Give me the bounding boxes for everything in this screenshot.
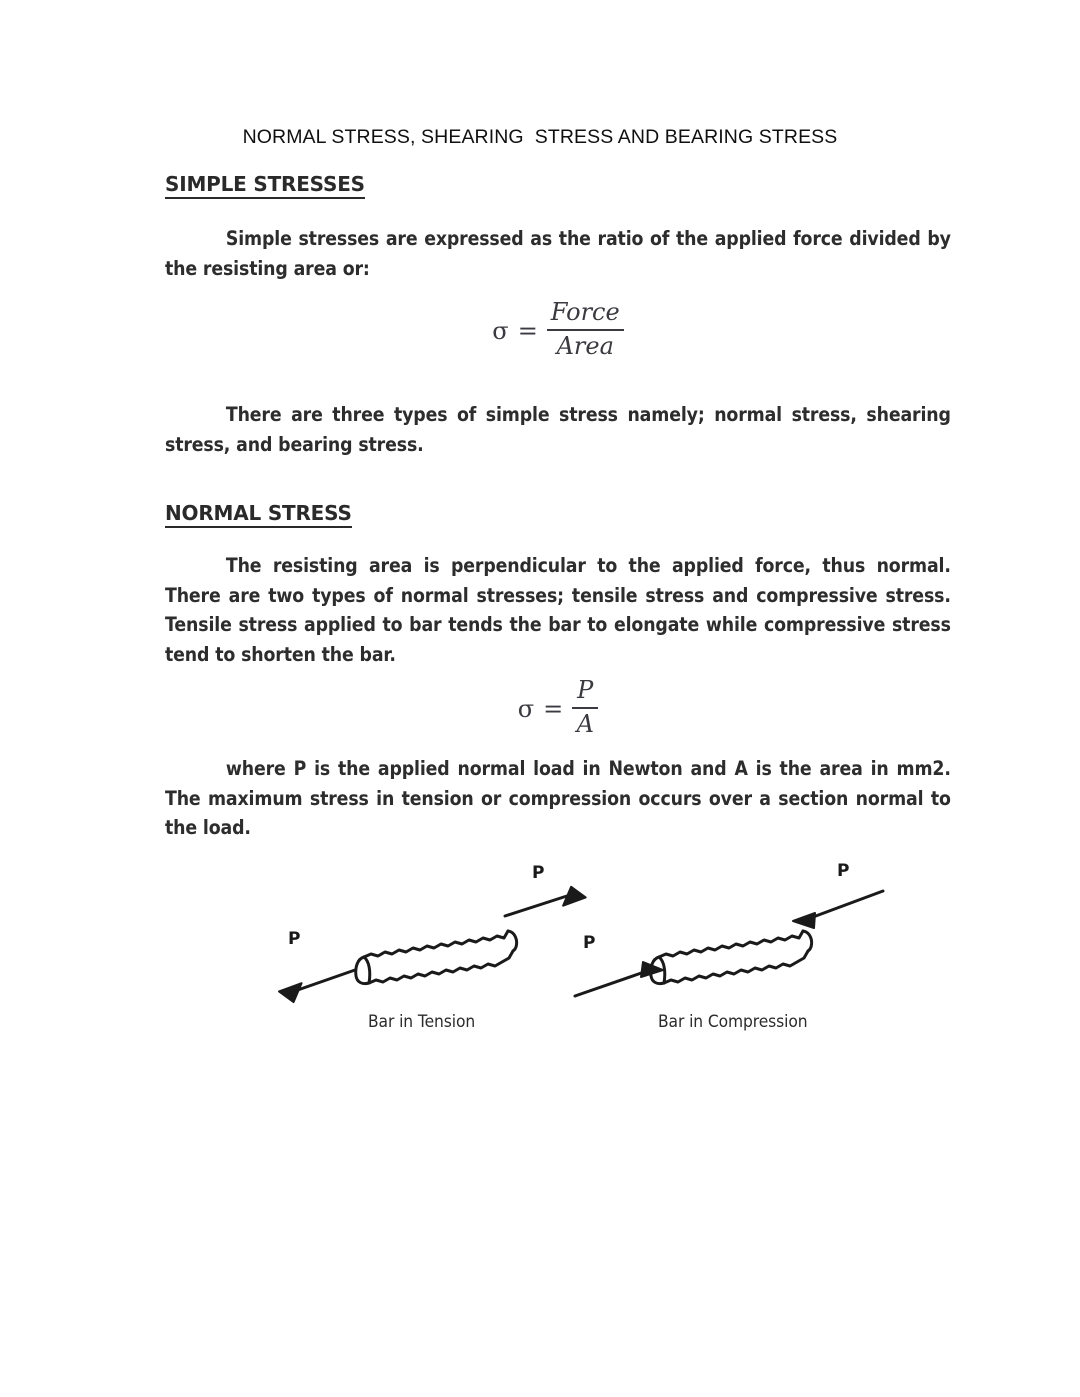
page-title: NORMAL STRESS, SHEARING STRESS AND BEARING STRESS [242, 126, 838, 148]
tension-right-arrow-shaft [505, 895, 570, 916]
compression-bar-bottom-edge [664, 951, 808, 983]
tension-load-label-left: P [288, 929, 301, 949]
heading-normal-stress: NORMAL STRESS [165, 502, 352, 528]
bold-symbol-p: P [293, 757, 307, 780]
figure-captions [270, 1012, 930, 1038]
paragraph-text-part-3: is the area in mm2. The maximum stress in tension or compression occurs over a section normal to the load. [165, 757, 951, 839]
tension-left-arrow-shaft [292, 970, 355, 992]
compression-bar-top-edge [659, 931, 803, 957]
sigma-symbol: σ [492, 316, 509, 345]
caption-bar-in-compression: Bar in Compression [658, 1012, 808, 1031]
compression-right-arrow-shaft [805, 891, 883, 920]
formula-sigma-force-area [165, 300, 951, 359]
tension-bar-bottom-edge [369, 951, 513, 983]
tension-bar-top-edge [364, 931, 508, 957]
fraction-denominator: Area [556, 331, 614, 360]
paragraph-text: The resisting area is perpendicular to the applied force, thus normal. There are two types of normal stresses; tensile stress and compressive stress. Tensile stress applied to bar tends the bar to elongate while compressive stress tend to shorten the bar. [165, 554, 951, 666]
equals-sign: = [543, 694, 564, 723]
bar-in-tension-diagram [270, 858, 600, 1018]
section-simple-stresses [165, 173, 951, 199]
tension-bar-left-cap-inner [364, 957, 370, 983]
paragraph-normal-stress-body [165, 551, 951, 669]
paragraph-text-part-2: is the applied normal load in Newton and [306, 757, 735, 780]
tension-left-arrowhead [279, 983, 307, 1005]
fraction-bar [547, 329, 624, 331]
compression-right-arrowhead [793, 913, 815, 928]
tension-load-label-right: P [532, 863, 545, 883]
fraction-p-over-a [572, 678, 598, 737]
heading-simple-stresses: SIMPLE STRESSES [165, 173, 365, 199]
bar-in-compression-diagram [565, 858, 895, 1018]
compression-load-label-left: P [583, 933, 596, 953]
paragraph-three-types [165, 400, 951, 459]
paragraph-text: Simple stresses are expressed as the ratio of the applied force divided by the resisting area or: [165, 227, 951, 280]
section-normal-stress [165, 502, 951, 528]
paragraph-simple-stresses-intro [165, 224, 951, 283]
fraction-denominator: A [576, 709, 594, 738]
fraction-force-over-area [547, 300, 624, 359]
fraction-numerator: Force [550, 298, 620, 326]
caption-bar-in-tension: Bar in Tension [368, 1012, 476, 1031]
paragraph-text-part-1: where [225, 757, 294, 780]
equals-sign: = [517, 316, 538, 345]
compression-load-label-right: P [837, 861, 850, 881]
fraction-bar [572, 707, 598, 709]
fraction-numerator: P [577, 676, 594, 704]
sigma-symbol: σ [517, 694, 535, 723]
compression-bar-right-cap [803, 931, 812, 951]
formula-sigma-p-over-a [165, 678, 951, 737]
compression-left-arrow-shaft [575, 970, 650, 996]
tension-bar-right-cap [508, 931, 517, 951]
bold-symbol-a: A [734, 757, 748, 780]
paragraph-where-p-and-a [165, 754, 951, 843]
paragraph-text: There are three types of simple stress namely; normal stress, shearing stress, and bearing stress. [165, 403, 951, 456]
